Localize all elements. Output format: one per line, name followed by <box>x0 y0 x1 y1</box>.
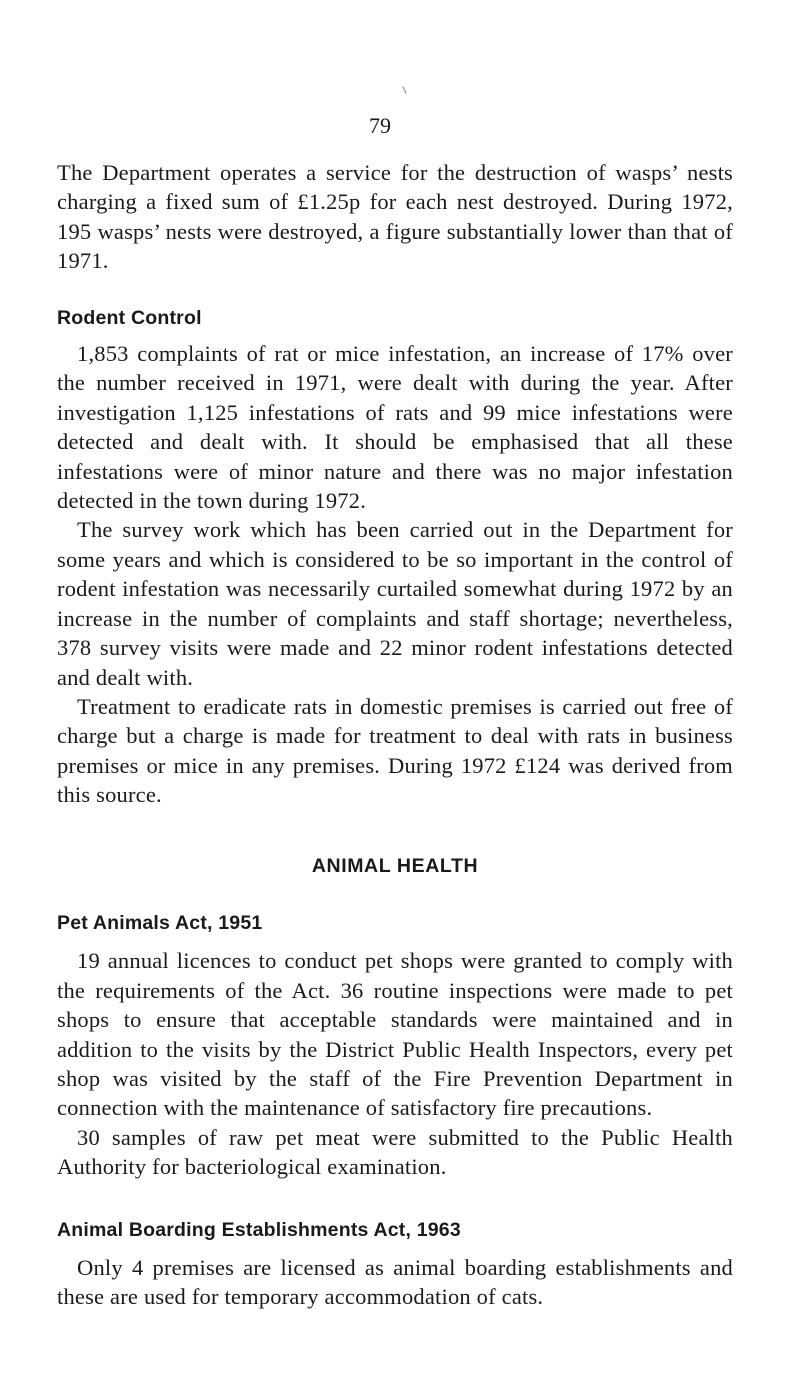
body-text-column <box>57 158 733 1312</box>
page-number: 79 <box>369 113 391 138</box>
rodent-paragraph-3: Treatment to eradicate rats in domestic premises is carried out free of charge but a charge is made for treatment to deal with rats in business premises or mice in any premises. During 1972 £124 was derived from this source. <box>57 693 733 808</box>
animal-health-heading: ANIMAL HEALTH <box>311 854 479 877</box>
animal-boarding-act-heading: Animal Boarding Establishments Act, 1963 <box>57 1218 461 1241</box>
wasps-paragraph: The Department operates a service for the destruction of wasps’ nests charging a fixed sum of £1.25p for each nest destroyed. During 1972, 195 wasps’ nests were destroyed, a figure substantially lower than that of 1971. <box>57 160 733 274</box>
rodent-paragraph-1: 1,853 complaints of rat or mice infestation, an increase of 17% over the number received in 1971, were dealt with during the year. After investigation 1,125 infestations of rats and 99 mice infestations were detected and dealt with. It should be emphasised that all these infestations were of minor nature and there was no major infestation detected in the town during 1972. <box>57 341 733 514</box>
stray-mark <box>402 86 406 94</box>
rodent-paragraph-2: The survey work which has been carried out in the Department for some years and which is considered to be so important in the control of rodent infestation was necessarily curtailed somewhat during 1972 by an increase in the number of complaints and staff shortage; nevertheless, 378 survey visits were made and 22 minor rodent infestations detected and dealt with. <box>57 517 733 690</box>
animal-boarding-paragraph: Only 4 premises are licensed as animal boarding establishments and these are used for temporary accommodation of cats. <box>57 1255 733 1310</box>
pet-animals-act-heading: Pet Animals Act, 1951 <box>57 911 263 934</box>
pet-animals-paragraph-1: 19 annual licences to conduct pet shops were granted to comply with the requirements of the Act. 36 routine inspections were made to pet shops to ensure that acceptable standards were maintained and in addition to the visits by the District Public Health Inspectors, every pet shop was visited by the staff of the Fire Prevention Department in connection with the maintenance of satisfactory fire precautions. <box>57 948 733 1121</box>
rodent-control-heading: Rodent Control <box>57 306 202 329</box>
pet-animals-paragraph-2: 30 samples of raw pet meat were submitted to the Public Health Authority for bacteriological examination. <box>57 1124 733 1180</box>
